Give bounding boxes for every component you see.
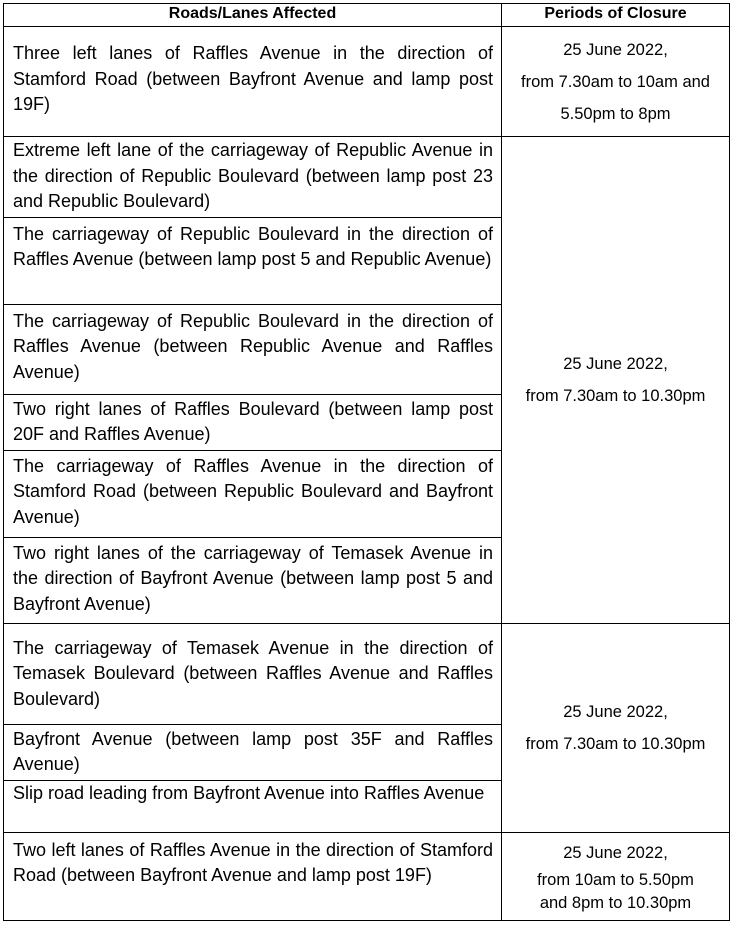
- period-cell: [502, 137, 730, 624]
- road-cell: The carriageway of Republic Boulevard in the direction of Raffles Avenue (between lamp post 5 and Republic Avenue): [4, 217, 502, 304]
- period-time: and 8pm to 10.30pm: [539, 894, 692, 912]
- header-roads: Roads/Lanes Affected: [4, 4, 502, 27]
- period-cell: [502, 27, 730, 137]
- road-cell: Two right lanes of Raffles Boulevard (between lamp post 20F and Raffles Avenue): [4, 394, 502, 450]
- table-row: [4, 832, 730, 920]
- header-periods: Periods of Closure: [502, 4, 730, 27]
- period-time: from 7.30am to 10.30pm: [525, 386, 706, 405]
- header-row: [4, 4, 730, 27]
- road-cell: Three left lanes of Raffles Avenue in the direction of Stamford Road (between Bayfront Avenue and lamp post 19F): [4, 27, 502, 137]
- road-cell: Extreme left lane of the carriageway of Republic Avenue in the direction of Republic Boulevard (between lamp post 23 and Republic Boulevard): [4, 137, 502, 218]
- road-cell: The carriageway of Republic Boulevard in the direction of Raffles Avenue (between Republic Avenue and Raffles Avenue): [4, 304, 502, 394]
- period-cell: [502, 832, 730, 920]
- road-cell: Two right lanes of the carriageway of Temasek Avenue in the direction of Bayfront Avenue (between lamp post 5 and Bayfront Avenue): [4, 537, 502, 623]
- period-time: from 7.30am to 10am and: [521, 72, 710, 91]
- road-cell: Bayfront Avenue (between lamp post 35F and Raffles Avenue): [4, 724, 502, 780]
- table-row: [4, 623, 730, 724]
- period-date: 25 June 2022,: [563, 354, 668, 373]
- road-cell: Slip road leading from Bayfront Avenue into Raffles Avenue: [4, 780, 502, 832]
- period-date: 25 June 2022,: [563, 40, 668, 59]
- table-row: [4, 137, 730, 218]
- road-cell: Two left lanes of Raffles Avenue in the direction of Stamford Road (between Bayfront Avenue and lamp post 19F): [4, 832, 502, 920]
- table-row: [4, 27, 730, 137]
- period-date: 25 June 2022,: [563, 844, 668, 862]
- period-time: from 7.30am to 10.30pm: [525, 734, 706, 753]
- period-cell: [502, 623, 730, 832]
- road-cell: The carriageway of Raffles Avenue in the direction of Stamford Road (between Republic Boulevard and Bayfront Avenue): [4, 450, 502, 537]
- road-closure-table: [3, 3, 730, 921]
- period-time: from 10am to 5.50pm: [537, 871, 694, 889]
- period-time: 5.50pm to 8pm: [560, 104, 671, 123]
- period-date: 25 June 2022,: [563, 702, 668, 721]
- road-cell: The carriageway of Temasek Avenue in the direction of Temasek Boulevard (between Raffles Avenue and Raffles Boulevard): [4, 623, 502, 724]
